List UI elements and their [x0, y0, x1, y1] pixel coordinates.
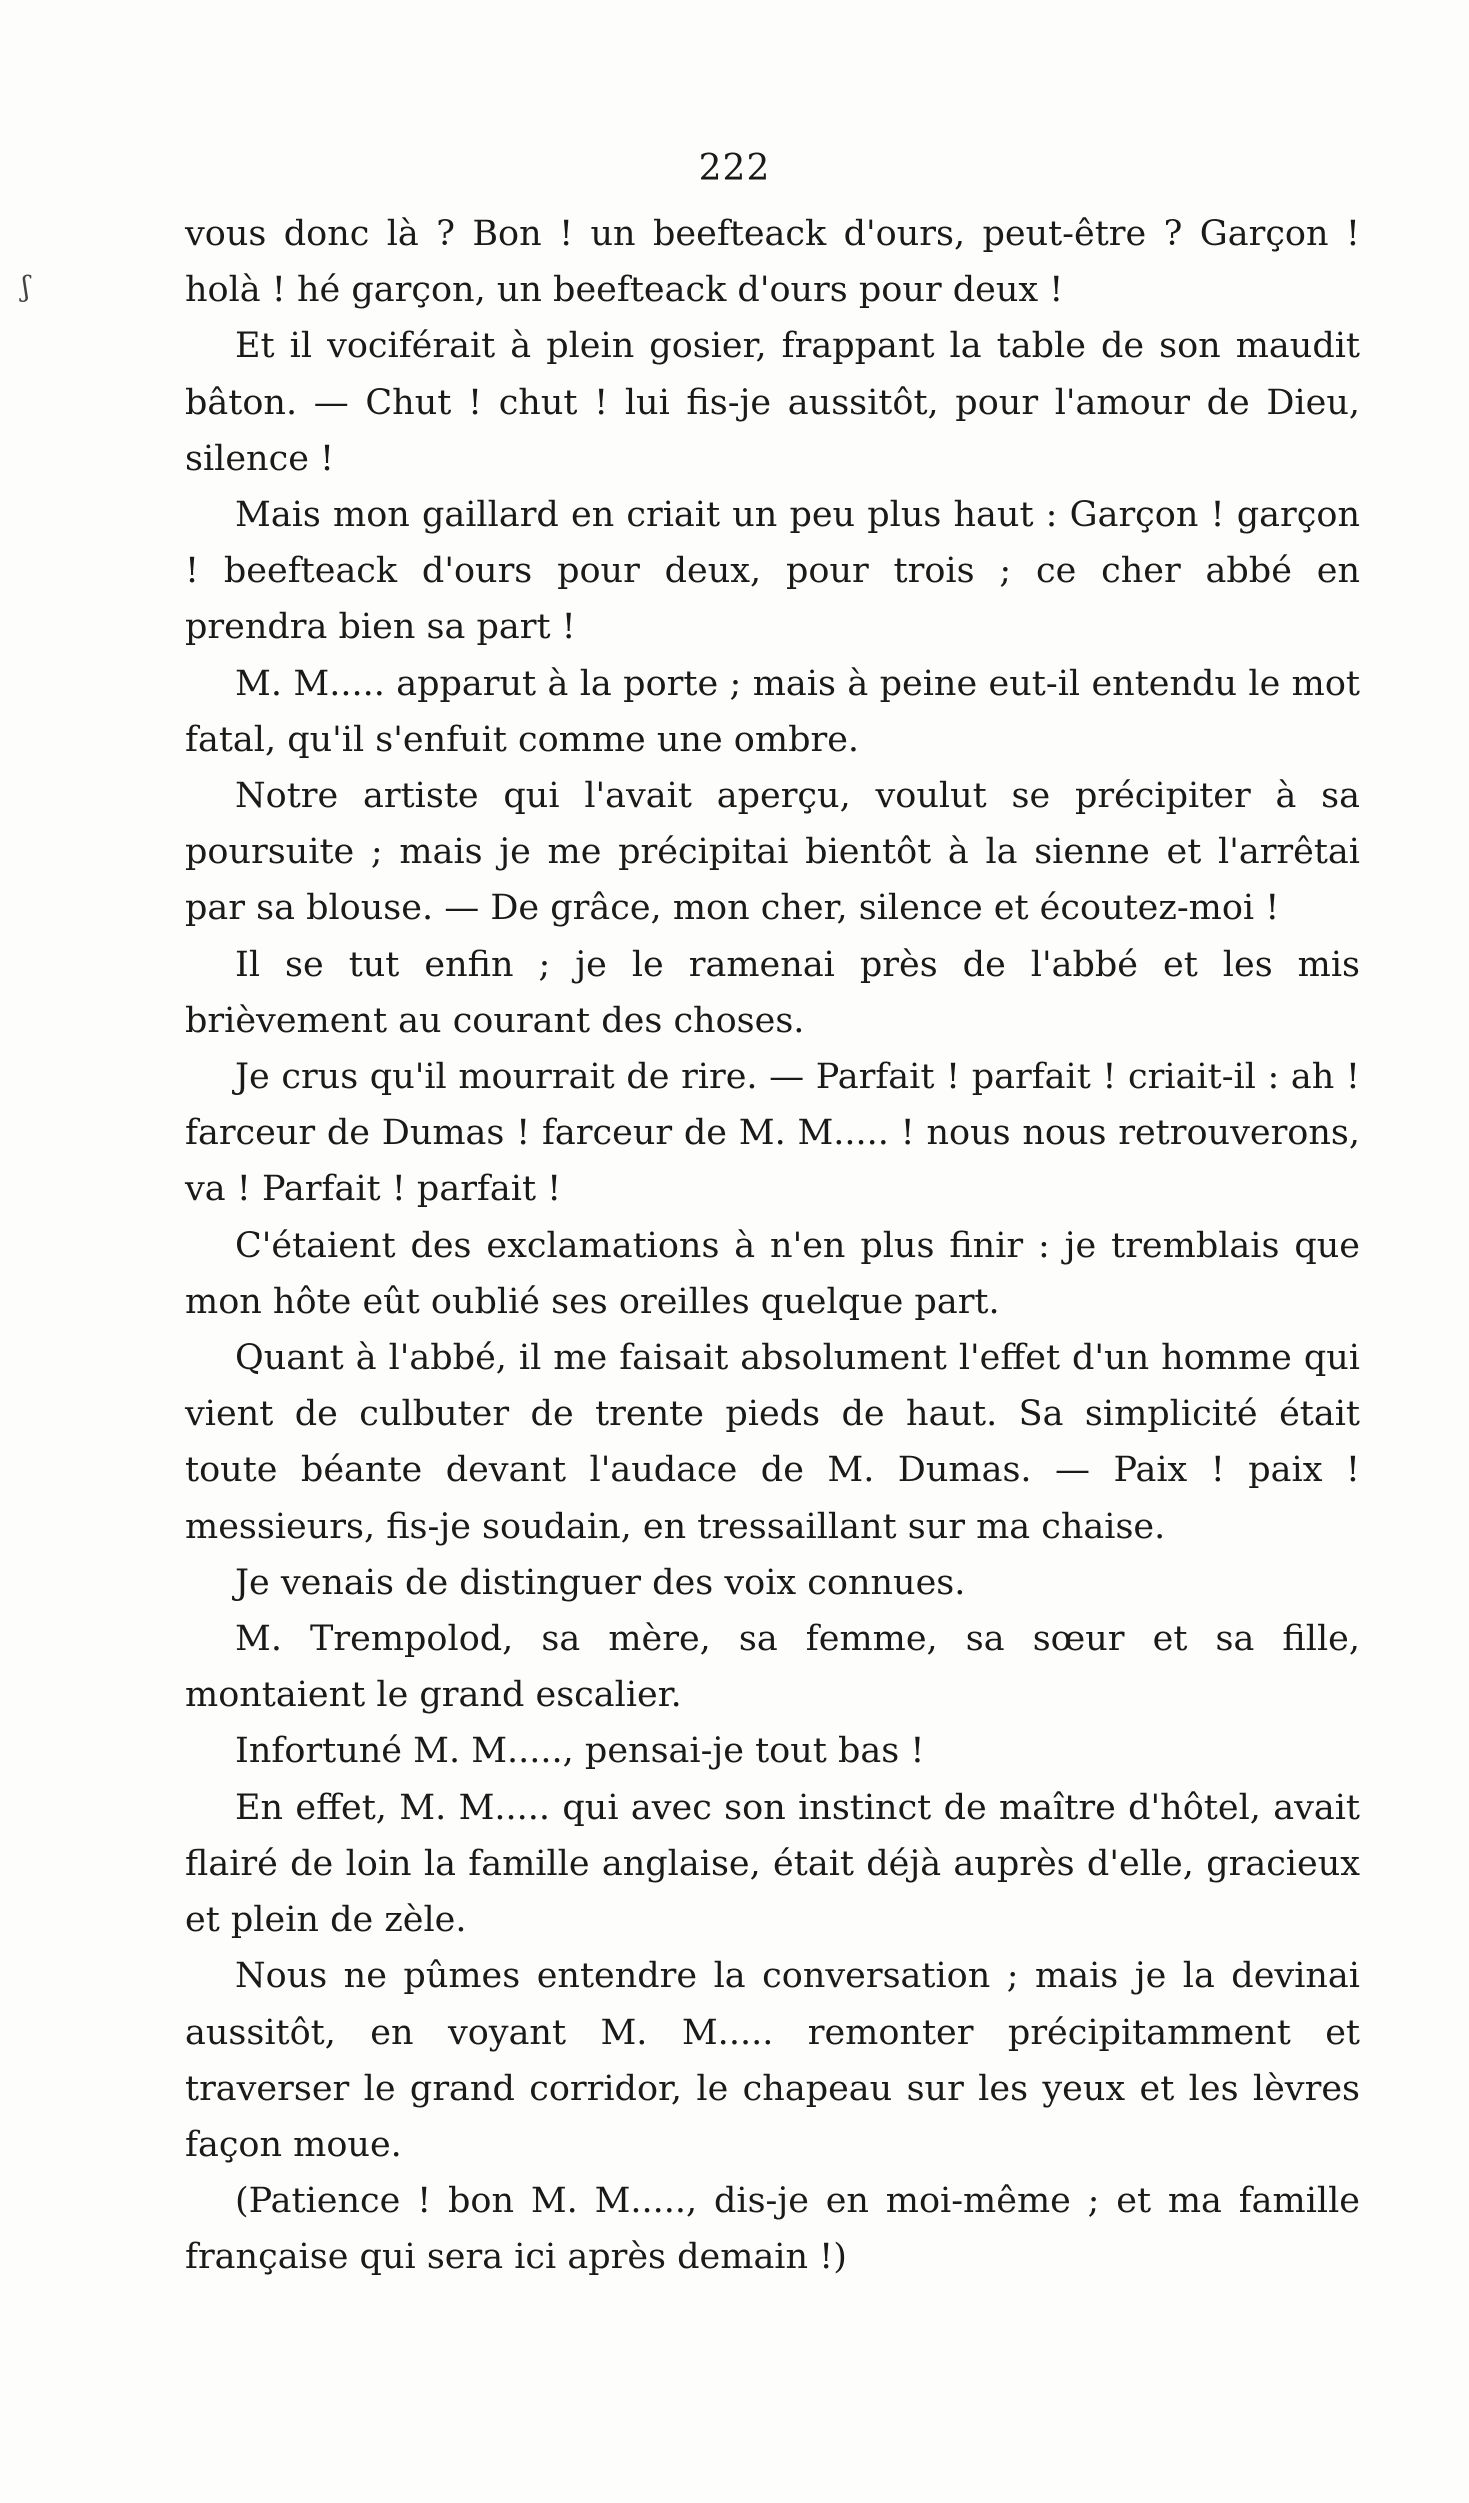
paragraph: Je venais de distinguer des voix connues. [235, 1562, 966, 1603]
margin-mark: ʃ [22, 270, 30, 303]
paragraph: (Patience ! bon M. M....., dis-je en moi-même ; et ma famille française qui sera ici après demain !) [185, 2181, 1360, 2278]
page-number: 222 [698, 148, 771, 189]
paragraph: C'étaient des exclamations à n'en plus finir : je tremblais que mon hôte eût oublié ses oreilles quelque part. [185, 1225, 1360, 1322]
paragraph: Nous ne pûmes entendre la conversation ; mais je la devinai aussitôt, en voyant M. M..... remonter précipitamment et traverser le grand corridor, le chapeau sur les yeux et les lèvres façon moue. [185, 1956, 1360, 2165]
paragraph: En effet, M. M..... qui avec son instinct de maître d'hôtel, avait flairé de loin la famille anglaise, était déjà auprès d'elle, gracieux et plein de zèle. [185, 1787, 1360, 1941]
paragraph: M. M..... apparut à la porte ; mais à peine eut-il entendu le mot fatal, qu'il s'enfuit comme une ombre. [185, 663, 1360, 760]
body-text [185, 206, 1360, 2286]
paragraph: vous donc là ? Bon ! un beefteack d'ours, peut-être ? Garçon ! holà ! hé garçon, un beefteack d'ours pour deux ! [185, 214, 1360, 311]
paragraph: Il se tut enfin ; je le ramenai près de l'abbé et les mis brièvement au courant des choses. [185, 944, 1360, 1041]
paragraph: Infortuné M. M....., pensai-je tout bas ! [235, 1731, 925, 1772]
paragraph: Mais mon gaillard en criait un peu plus haut : Garçon ! garçon ! beefteack d'ours pour deux, pour trois ; ce cher abbé en prendra bien sa part ! [185, 495, 1360, 648]
paragraph: Quant à l'abbé, il me faisait absolument l'effet d'un homme qui vient de culbuter de trente pieds de haut. Sa simplicité était toute béante devant l'audace de M. Dumas. — Paix ! paix ! messieurs, fis-je soudain, en tressaillant sur ma chaise. [185, 1338, 1360, 1547]
paragraph: Et il vociférait à plein gosier, frappant la table de son maudit bâton. — Chut ! chut ! lui fis-je aussitôt, pour l'amour de Dieu, silence ! [185, 326, 1360, 479]
paragraph: M. Trempolod, sa mère, sa femme, sa sœur et sa fille, montaient le grand escalier. [185, 1619, 1360, 1716]
paragraph: Notre artiste qui l'avait aperçu, voulut se précipiter à sa poursuite ; mais je me précipitai bientôt à la sienne et l'arrêtai par sa blouse. — De grâce, mon cher, silence et écoutez-moi ! [185, 776, 1360, 929]
paragraph: Je crus qu'il mourrait de rire. — Parfait ! parfait ! criait-il : ah ! farceur de Dumas ! farceur de M. M..... ! nous nous retrouverons, va ! Parfait ! parfait ! [185, 1057, 1360, 1210]
